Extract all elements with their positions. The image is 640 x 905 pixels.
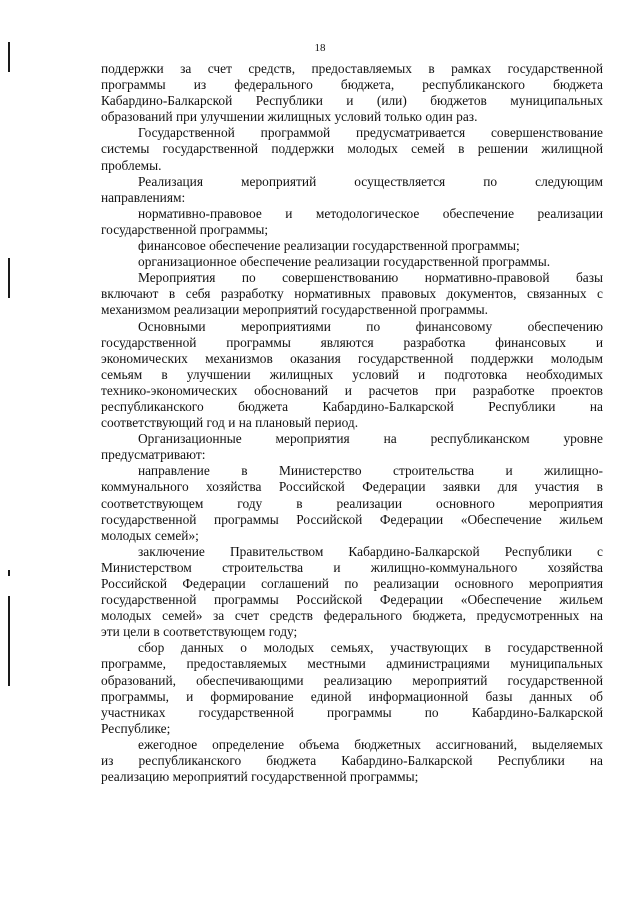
text-line: образований при улучшении жилищных условий только один раз. bbox=[101, 109, 478, 125]
text-line: соответствующий год и на плановый период. bbox=[101, 415, 359, 431]
scan-edge-mark-bottom bbox=[8, 596, 10, 686]
scan-edge-dot bbox=[8, 570, 10, 576]
text-line: направление в Министерство строительства и жилищно- bbox=[138, 463, 603, 479]
text-line: системы государственной поддержки молодых семей в решении жилищной bbox=[101, 141, 603, 157]
text-line: государственной программы Российской Федерации «Обеспечение жильем bbox=[101, 511, 603, 527]
text-line: предусматривают: bbox=[101, 447, 206, 463]
text-line: нормативно-правовое и методологическое обеспечение реализации bbox=[138, 205, 603, 221]
text-line: Республике; bbox=[101, 720, 171, 736]
text-line: механизмом реализации мероприятий государственной программы. bbox=[101, 302, 488, 318]
text-line: сбор данных о молодых семьях, участвующих в государственной bbox=[138, 640, 603, 656]
text-line: республиканского бюджета Кабардино-Балкарской Республики на bbox=[101, 398, 603, 414]
text-line: проблемы. bbox=[101, 157, 162, 173]
text-line: ежегодное определение объема бюджетных ассигнований, выделяемых bbox=[138, 736, 603, 752]
text-line: государственной программы; bbox=[101, 221, 269, 237]
text-line: Организационные мероприятия на республиканском уровне bbox=[138, 431, 603, 447]
text-line: Министерством строительства и жилищно-коммунального хозяйства bbox=[101, 559, 603, 575]
page-number: 18 bbox=[314, 42, 326, 54]
text-line: программы из федерального бюджета, республиканского бюджета bbox=[101, 77, 603, 93]
text-line: Государственной программой предусматривается совершенствование bbox=[138, 125, 603, 141]
scan-edge-mark-middle bbox=[8, 258, 10, 298]
text-line: Основными мероприятиями по финансовому обеспечению bbox=[138, 318, 603, 334]
text-line: направлениям: bbox=[101, 189, 186, 205]
document-body bbox=[101, 61, 603, 785]
text-line: технико-экономических обоснований и расчетов при разработке проектов bbox=[101, 382, 603, 398]
text-line: государственной программы являются разработка финансовых и bbox=[101, 334, 603, 350]
text-line: реализацию мероприятий государственной программы; bbox=[101, 769, 419, 785]
text-line: заключение Правительством Кабардино-Балкарской Республики с bbox=[138, 543, 603, 559]
text-line: финансовое обеспечение реализации государственной программы; bbox=[138, 238, 520, 254]
text-line: Российской Федерации соглашений по реализации основного мероприятия bbox=[101, 576, 603, 591]
text-line: образований, обеспечивающими реализацию мероприятий государственной bbox=[101, 672, 603, 688]
text-line: молодых семей»; bbox=[101, 527, 199, 543]
text-line: государственной программы Российской Федерации «Обеспечение жильем bbox=[101, 592, 603, 608]
text-line: организационное обеспечение реализации государственной программы. bbox=[138, 254, 551, 270]
text-line: программе, предоставляемых местными администрациями муниципальных bbox=[101, 656, 603, 672]
text-line: Реализация мероприятий осуществляется по следующим bbox=[138, 173, 603, 189]
text-line: поддержки за счет средств, предоставляемых в рамках государственной bbox=[101, 61, 603, 76]
text-line: семьям в улучшении жилищных условий и подготовка необходимых bbox=[101, 366, 603, 382]
text-line: соответствующем году в реализации основного мероприятия bbox=[101, 495, 603, 511]
text-line: Мероприятия по совершенствованию нормативно-правовой базы bbox=[138, 270, 603, 286]
text-line: коммунального хозяйства Российской Федерации заявки для участия в bbox=[101, 479, 603, 495]
text-line: программы, и формирование единой информационной базы данных об bbox=[101, 688, 603, 704]
text-line: Кабардино-Балкарской Республики и (или) бюджетов муниципальных bbox=[101, 93, 603, 109]
text-line: эти цели в соответствующем году; bbox=[101, 624, 298, 640]
text-line: включают в себя разработку нормативных правовых документов, связанных с bbox=[101, 286, 603, 302]
text-line: участниках государственной программы по Кабардино-Балкарской bbox=[101, 704, 603, 720]
text-line: молодых семей» за счет средств федерального бюджета, предусмотренных на bbox=[101, 608, 603, 624]
text-line: из республиканского бюджета Кабардино-Балкарской Республики на bbox=[101, 753, 603, 769]
text-line: экономических механизмов оказания государственной поддержки молодым bbox=[101, 350, 603, 366]
